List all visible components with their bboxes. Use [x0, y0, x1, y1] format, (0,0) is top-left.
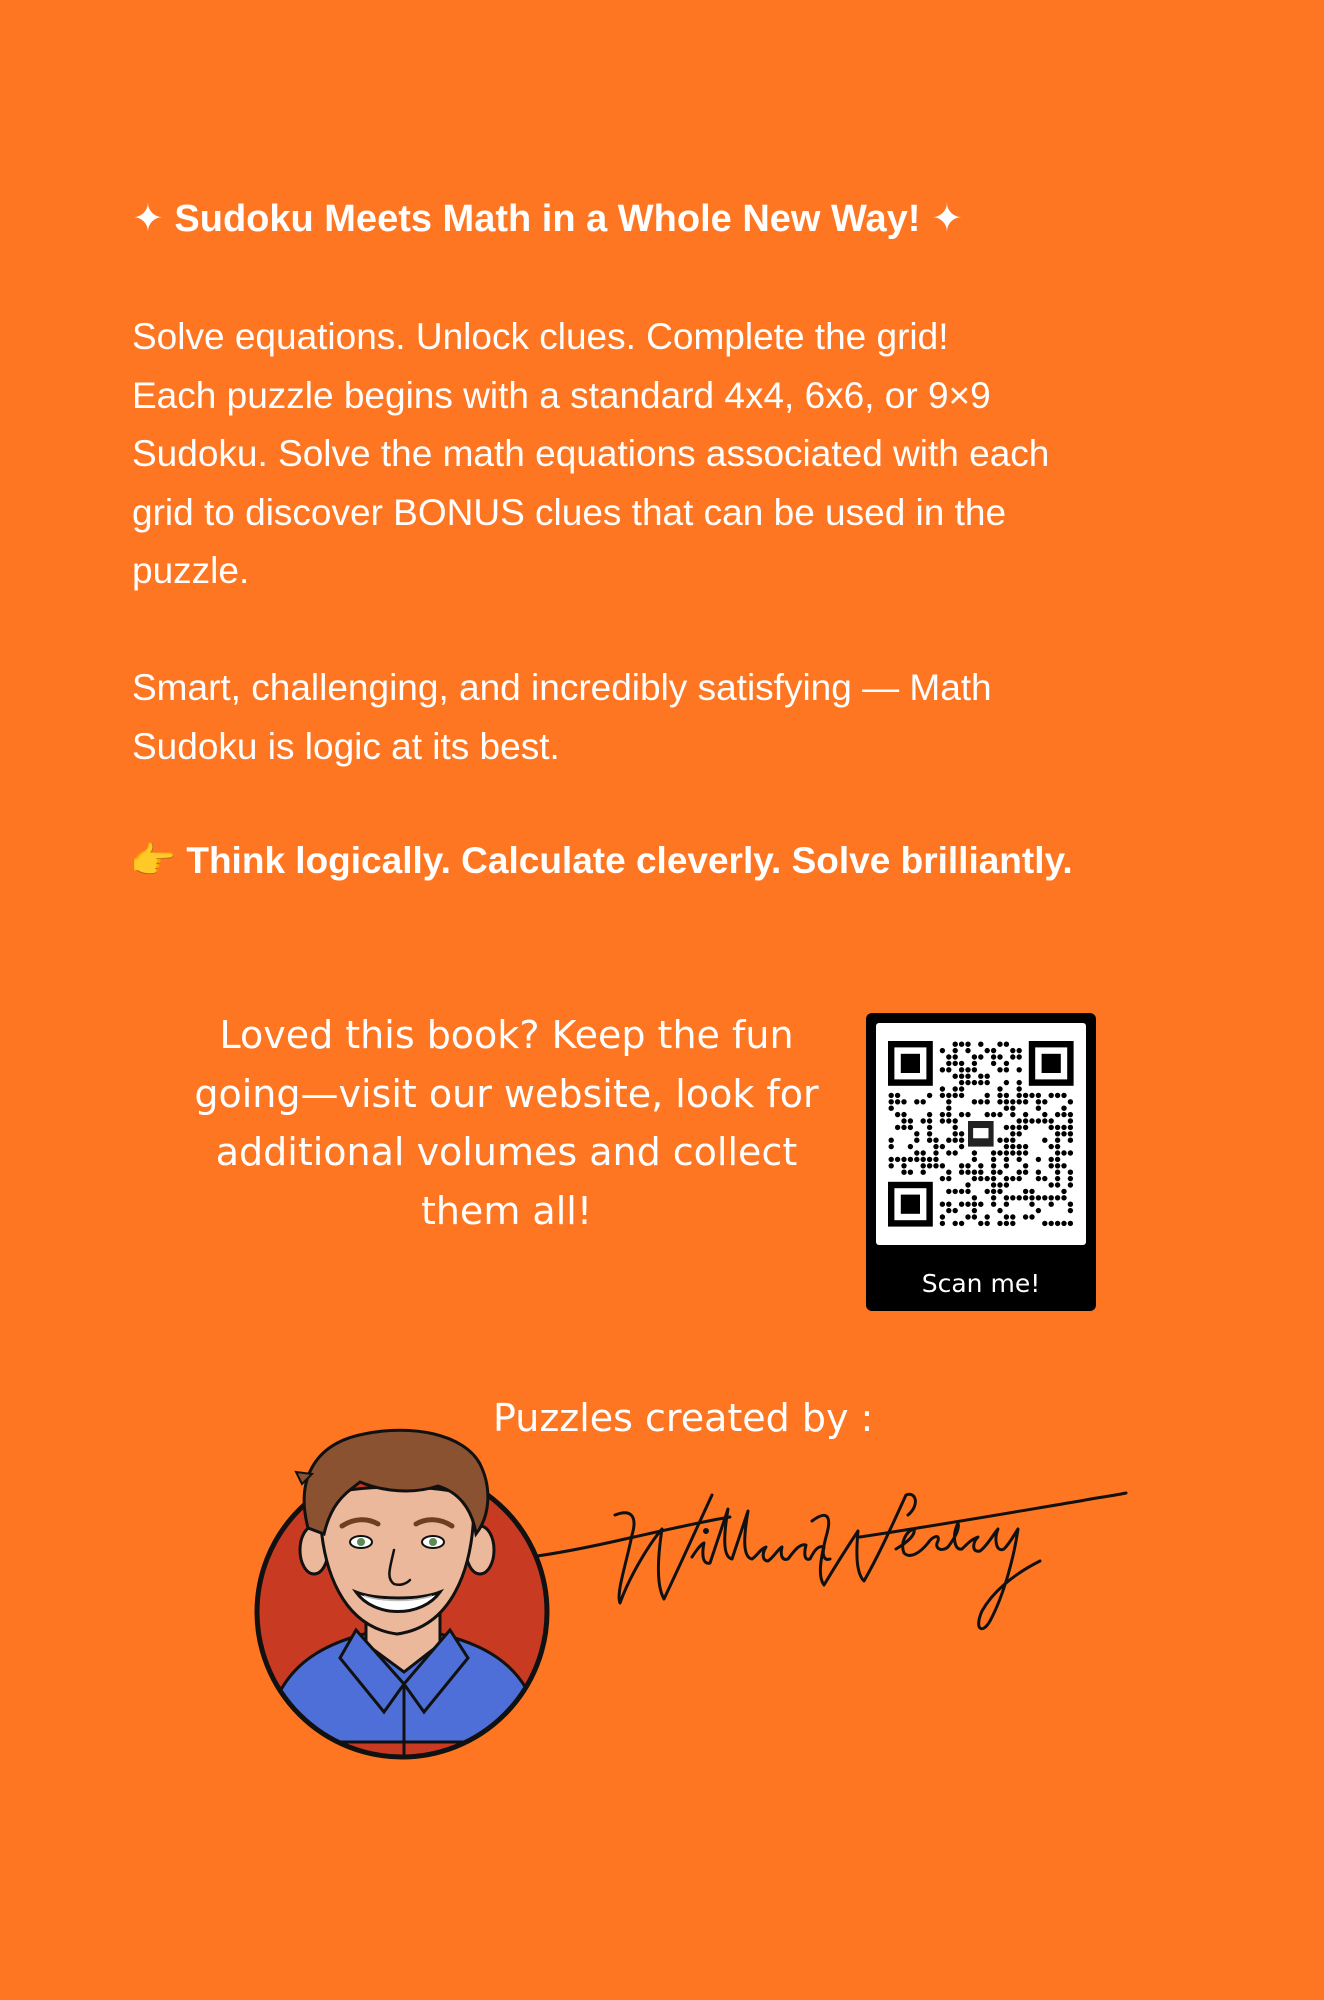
qr-code-card[interactable] [866, 1013, 1096, 1311]
tagline-text: Think logically. Calculate cleverly. Solve brilliantly. [186, 840, 1073, 881]
qr-code-icon [876, 1023, 1086, 1245]
summary-line: Sudoku is logic at its best. [132, 725, 560, 767]
description-line: Solve equations. Unlock clues. Complete the grid! [132, 316, 949, 357]
promo-line: additional volumes and collect [215, 1130, 798, 1174]
headline: ✦ Sudoku Meets Math in a Whole New Way! ✦ [132, 198, 963, 240]
summary-paragraph [132, 659, 1192, 776]
promo-line: going—visit our website, look for [194, 1071, 819, 1116]
scan-me-label: Scan me! [921, 1269, 1041, 1298]
tagline [130, 840, 1073, 883]
credit-label: Puzzles created by : [493, 1396, 874, 1440]
description-paragraph [132, 308, 1192, 601]
author-portrait [244, 1422, 564, 1762]
promo-line: Loved this book? Keep the fun [219, 1013, 794, 1057]
signature-icon [520, 1425, 1130, 1655]
pointing-hand-icon: 👉 [130, 840, 177, 881]
qr-code[interactable] [876, 1023, 1086, 1245]
description-line: Sudoku. Solve the math equations associated with each [132, 433, 1050, 474]
description-line: Each puzzle begins with a standard 4x4, 6x6, or 9×9 [132, 374, 991, 416]
promo-line: them all! [420, 1188, 593, 1233]
description-line: grid to discover BONUS clues that can be used in the [132, 491, 1007, 533]
summary-line: Smart, challenging, and incredibly satisfying — Math [132, 667, 992, 708]
promo-text [160, 1006, 853, 1240]
description-line: puzzle. [132, 550, 250, 591]
